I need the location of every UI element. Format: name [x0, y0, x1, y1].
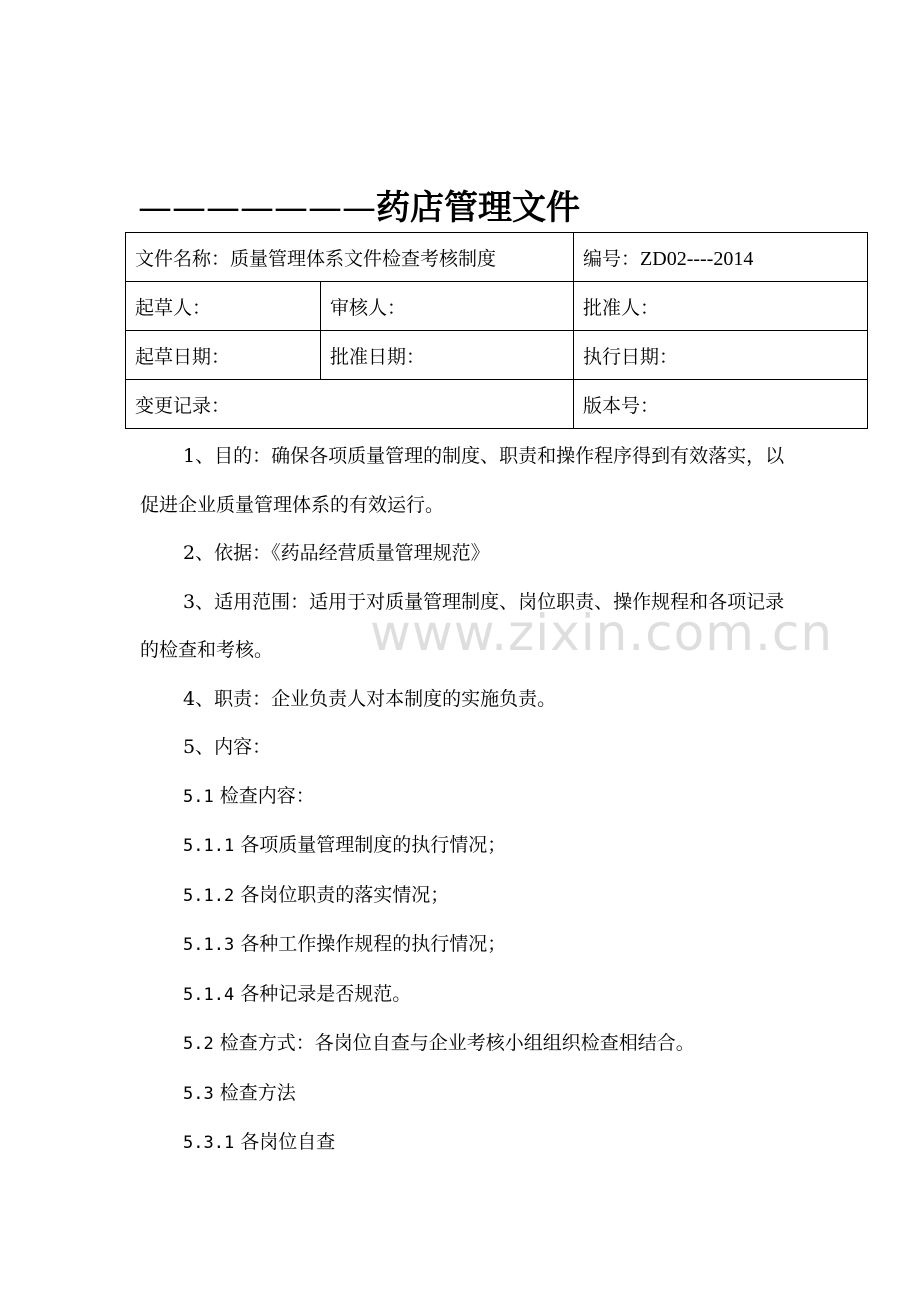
version-cell: 版本号：	[574, 380, 868, 429]
approver-cell: 批准人：	[574, 282, 868, 331]
section-5-1-1	[140, 821, 790, 871]
section-5-3	[140, 1069, 790, 1119]
section-number: 5.2	[183, 1034, 214, 1054]
number-value: ZD02----2014	[640, 247, 754, 270]
section-number: 5.1.2	[183, 885, 235, 906]
section-5-1	[140, 772, 790, 822]
section-number: 5.1.3	[183, 935, 235, 955]
document-title	[138, 186, 580, 230]
paragraph-content: 5、内容：	[183, 736, 272, 758]
drafter-cell: 起草人：	[126, 282, 321, 331]
paragraph-basis: 2、依据：《药品经营质量管理规范》	[183, 542, 490, 564]
number-cell	[574, 233, 868, 282]
title-text: 药店管理文件	[376, 188, 580, 228]
paragraph-purpose: 1、目的：确保各项质量管理的制度、职责和操作程序得到有效落实，以促进企业质量管理体系的有效运行。	[140, 445, 785, 516]
section-5-2	[140, 1019, 790, 1069]
section-5-3-1	[140, 1118, 790, 1168]
change-record-cell: 变更记录：	[126, 380, 574, 429]
effective-date-cell: 执行日期：	[574, 331, 868, 380]
approval-date-cell: 批准日期：	[321, 331, 574, 380]
section-text: 各种工作操作规程的执行情况；	[240, 933, 507, 955]
paragraph-scope: 3、适用范围：适用于对质量管理制度、岗位职责、操作规程和各项记录的检查和考核。	[140, 590, 785, 661]
section-text: 各项质量管理制度的执行情况；	[240, 834, 507, 856]
section-number: 5.1.4	[183, 984, 235, 1005]
document-header-table	[125, 232, 868, 429]
section-number: 5.1	[183, 786, 214, 807]
document-body	[140, 432, 790, 1168]
table-row	[126, 380, 868, 429]
title-dashes: ———————	[138, 188, 376, 228]
section-text: 各岗位自查	[240, 1131, 336, 1153]
section-5-1-2	[140, 871, 790, 921]
section-number: 5.3	[183, 1083, 214, 1104]
table-row	[126, 331, 868, 380]
section-text: 各种记录是否规范。	[240, 982, 412, 1005]
section-text: 各岗位职责的落实情况；	[240, 883, 450, 906]
table-row	[126, 233, 868, 282]
section-number: 5.3.1	[183, 1133, 235, 1153]
file-name-cell: 文件名称：质量管理体系文件检查考核制度	[126, 233, 574, 282]
paragraph-responsibility: 4、职责：企业负责人对本制度的实施负责。	[183, 687, 557, 710]
reviewer-cell: 审核人：	[321, 282, 574, 331]
watermark: www.zixin.com.cn	[370, 604, 834, 662]
section-number: 5.1.1	[183, 836, 235, 856]
draft-date-cell: 起草日期：	[126, 331, 321, 380]
number-label: 编号：	[583, 247, 641, 270]
section-text: 检查内容：	[219, 784, 315, 807]
section-5-1-4	[140, 970, 790, 1020]
section-5-1-3	[140, 920, 790, 970]
section-text: 检查方法	[219, 1081, 296, 1104]
section-text: 检查方式：各岗位自查与企业考核小组组织检查相结合。	[219, 1032, 695, 1054]
table-row	[126, 282, 868, 331]
